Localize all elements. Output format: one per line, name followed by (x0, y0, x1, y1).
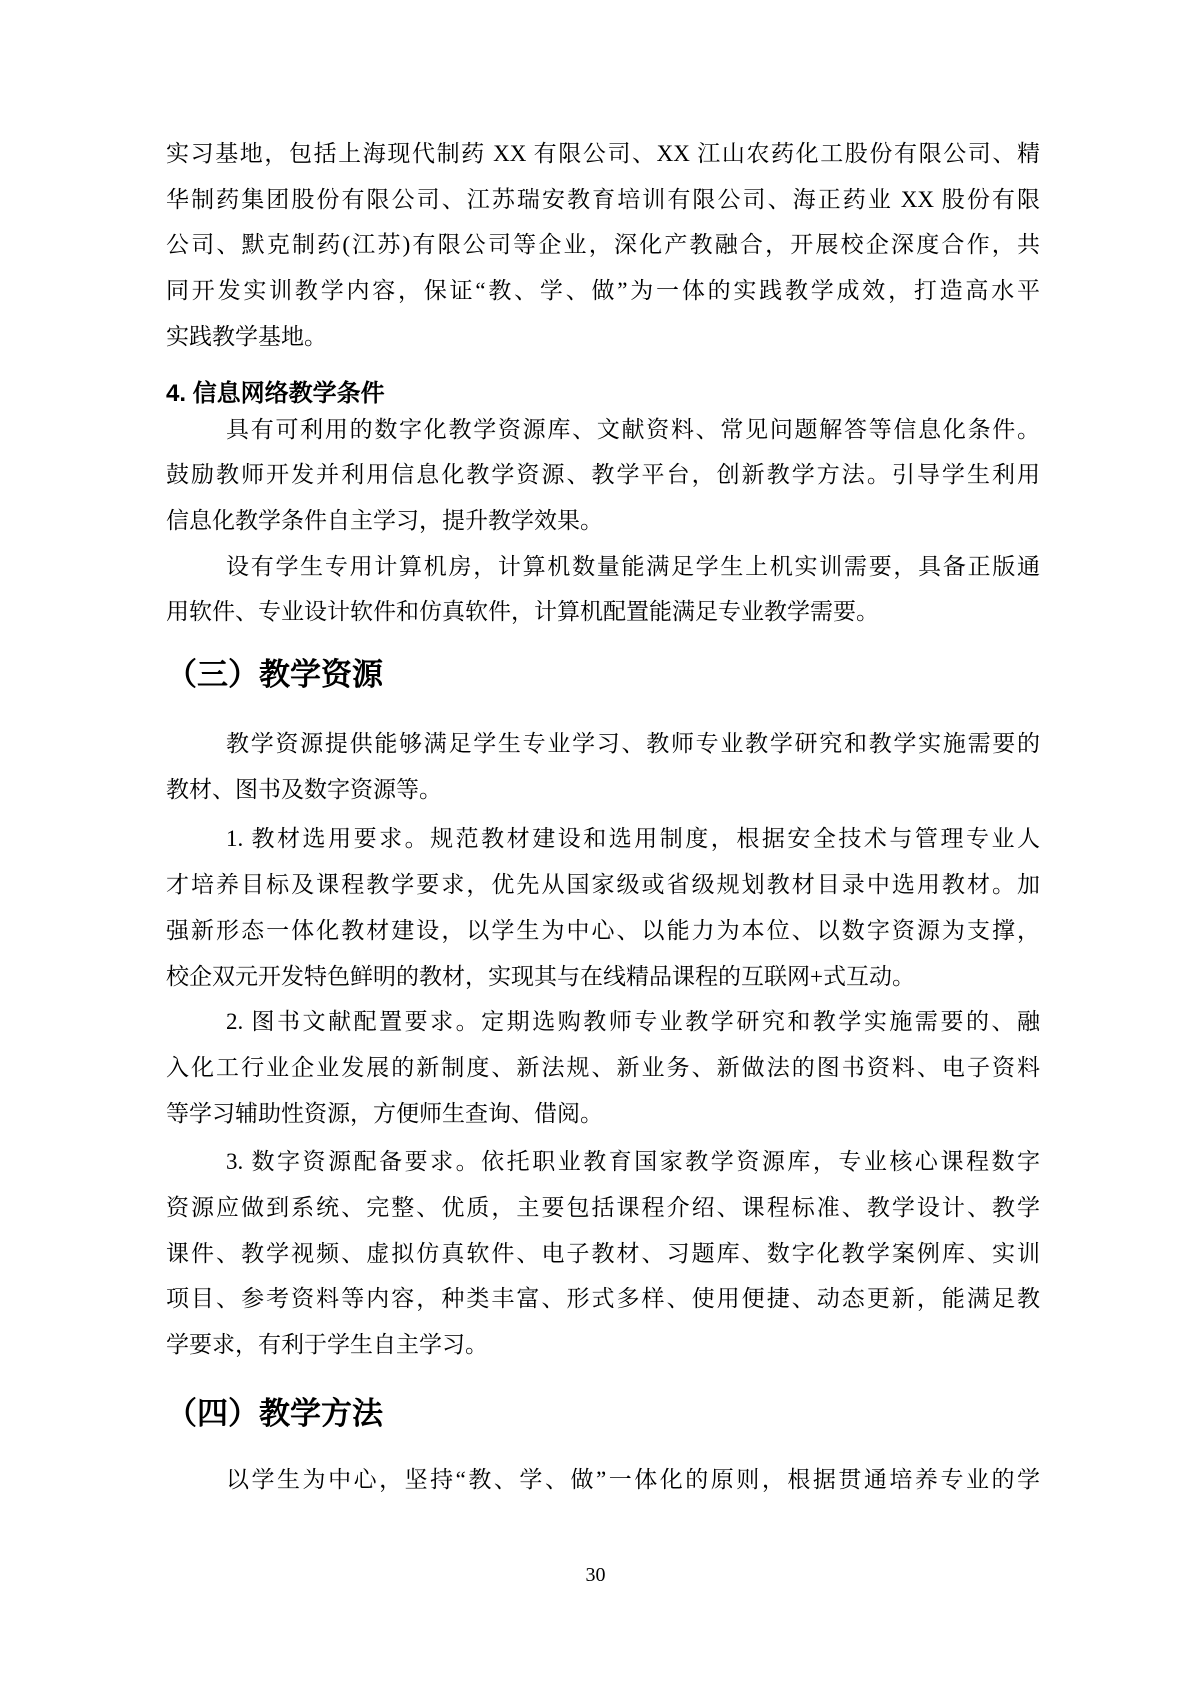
text-line: 校企双元开发特色鲜明的教材，实现其与在线精品课程的互联网+式互动。 (166, 963, 915, 989)
text-line: 才培养目标及课程教学要求，优先从国家级或省级规划教材目录中选用教材。加 (166, 872, 1040, 898)
text-line: 实习基地，包括上海现代制药 XX 有限公司、XX 江山农药化工股份有限公司、精 (166, 141, 1040, 166)
text-line: 教学资源提供能够满足学生专业学习、教师专业教学研究和教学实施需要的 (226, 731, 1040, 757)
text-line: 3. 数字资源配备要求。依托职业教育国家教学资源库，专业核心课程数字 (226, 1149, 1040, 1175)
text-line: 项目、参考资料等内容，种类丰富、形式多样、使用便捷、动态更新，能满足教 (166, 1286, 1040, 1312)
subsection-heading: 4. 信息网络教学条件 (166, 379, 385, 407)
paragraph (166, 407, 1040, 544)
document-body (166, 131, 1040, 1503)
paragraph (166, 816, 1040, 999)
text-line: 课件、教学视频、虚拟仿真软件、电子教材、习题库、数字化教学案例库、实训 (166, 1240, 1040, 1266)
paragraph (166, 1139, 1040, 1368)
section-heading: （三）教学资源 (166, 657, 383, 693)
paragraph (166, 131, 1040, 360)
text-line: 等学习辅助性资源，方便师生查询、借阅。 (166, 1100, 603, 1126)
text-line: 教材、图书及数字资源等。 (166, 776, 442, 802)
text-line: 1. 教材选用要求。规范教材建设和选用制度，根据安全技术与管理专业人 (226, 826, 1040, 852)
text-line: 学要求，有利于学生自主学习。 (166, 1332, 488, 1358)
section-heading: （四）教学方法 (166, 1395, 383, 1431)
text-line: 设有学生专用计算机房，计算机数量能满足学生上机实训需要，具备正版通 (226, 553, 1040, 579)
paragraph (166, 544, 1040, 635)
text-line: 2. 图书文献配置要求。定期选购教师专业教学研究和教学实施需要的、融 (226, 1009, 1040, 1035)
page-footer (0, 1560, 1191, 1590)
text-line: 资源应做到系统、完整、优质，主要包括课程介绍、课程标准、教学设计、教学 (166, 1195, 1040, 1221)
text-line: 信息化教学条件自主学习，提升教学效果。 (166, 507, 603, 533)
text-line: 鼓励教师开发并利用信息化教学资源、教学平台，创新教学方法。引导学生利用 (166, 462, 1040, 488)
text-line: 用软件、专业设计软件和仿真软件，计算机配置能满足专业教学需要。 (166, 599, 879, 625)
text-line: 华制药集团股份有限公司、江苏瑞安教育培训有限公司、海正药业 XX 股份有限 (166, 186, 1040, 212)
paragraph (166, 999, 1040, 1136)
paragraph (166, 721, 1040, 812)
text-line: 强新形态一体化教材建设，以学生为中心、以能力为本位、以数字资源为支撑， (166, 917, 1040, 943)
text-line: 同开发实训教学内容，保证“教、学、做”为一体的实践教学成效，打造高水平 (166, 278, 1040, 304)
text-line: 入化工行业企业发展的新制度、新法规、新业务、新做法的图书资料、电子资料 (166, 1054, 1040, 1080)
text-line: 具有可利用的数字化教学资源库、文献资料、常见问题解答等信息化条件。 (226, 416, 1040, 442)
page-number: 30 (585, 1564, 606, 1586)
text-line: 实践教学基地。 (166, 323, 327, 349)
text-line: 以学生为中心，坚持“教、学、做”一体化的原则，根据贯通培养专业的学 (226, 1466, 1040, 1492)
paragraph (166, 1457, 1040, 1503)
text-line: 公司、默克制药(江苏)有限公司等企业，深化产教融合，开展校企深度合作，共 (166, 232, 1040, 258)
